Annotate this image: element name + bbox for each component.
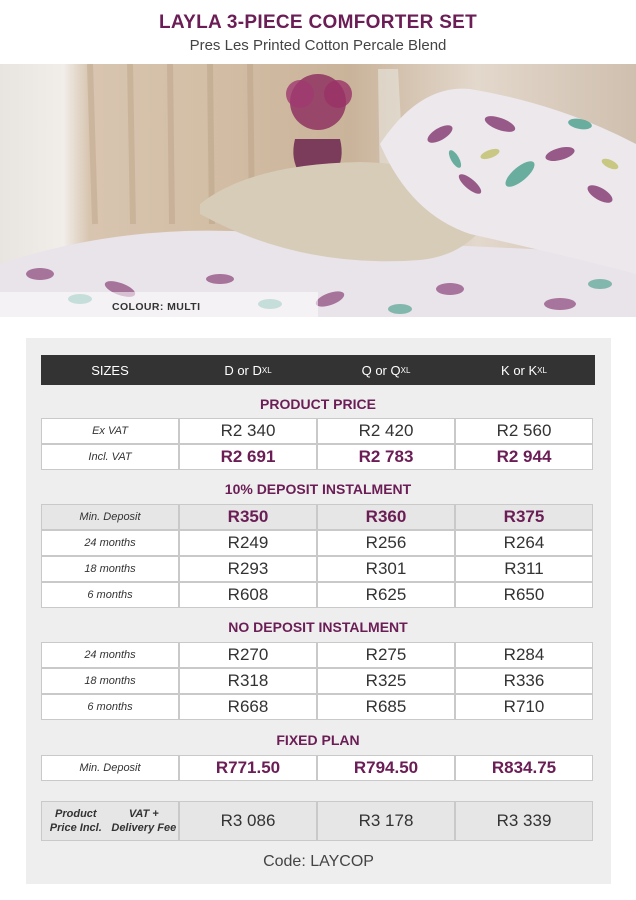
price-cell: R2 340 bbox=[179, 418, 317, 444]
row-label: 6 months bbox=[41, 582, 179, 608]
product-subtitle: Pres Les Printed Cotton Percale Blend bbox=[189, 37, 447, 54]
price-cell: R3 086 bbox=[179, 801, 317, 841]
price-cell: R834.75 bbox=[455, 755, 593, 781]
row-label: Min. Deposit bbox=[41, 755, 179, 781]
price-cell: R284 bbox=[455, 642, 593, 668]
price-cell: R3 178 bbox=[317, 801, 455, 841]
deposit-instalment-table bbox=[41, 504, 595, 608]
price-cell: R375 bbox=[455, 504, 593, 530]
product-header bbox=[0, 0, 636, 64]
sizes-header: SIZES bbox=[91, 362, 129, 378]
fixed-plan-table bbox=[41, 755, 595, 781]
table-row bbox=[41, 418, 595, 444]
product-photo bbox=[0, 64, 636, 317]
price-cell: R275 bbox=[317, 642, 455, 668]
section-no-deposit-instalment: NO DEPOSIT INSTALMENT bbox=[228, 619, 408, 635]
price-cell: R668 bbox=[179, 694, 317, 720]
size-queen-header: Q or Q XL bbox=[361, 362, 411, 378]
product-code: Code: LAYCOP bbox=[263, 853, 374, 870]
price-cell: R336 bbox=[455, 668, 593, 694]
row-label: 18 months bbox=[41, 556, 179, 582]
product-title: LAYLA 3-PIECE COMFORTER SET bbox=[158, 12, 478, 33]
row-label: Product Price Incl. VAT + Delivery Fee bbox=[41, 801, 179, 841]
price-cell: R360 bbox=[317, 504, 455, 530]
table-row bbox=[41, 530, 595, 556]
table-row bbox=[41, 582, 595, 608]
table-row bbox=[41, 801, 595, 841]
section-fixed-plan: FIXED PLAN bbox=[276, 732, 360, 748]
price-cell: R311 bbox=[455, 556, 593, 582]
colour-label: COLOUR: MULTI bbox=[112, 301, 201, 313]
row-label: Min. Deposit bbox=[41, 504, 179, 530]
price-cell: R625 bbox=[317, 582, 455, 608]
price-cell: R771.50 bbox=[179, 755, 317, 781]
table-row bbox=[41, 755, 595, 781]
row-label: 24 months bbox=[41, 530, 179, 556]
price-cell: R264 bbox=[455, 530, 593, 556]
price-cell: R794.50 bbox=[317, 755, 455, 781]
row-label: 24 months bbox=[41, 642, 179, 668]
price-cell: R249 bbox=[179, 530, 317, 556]
row-label: 18 months bbox=[41, 668, 179, 694]
table-row bbox=[41, 556, 595, 582]
price-cell: R301 bbox=[317, 556, 455, 582]
price-cell: R318 bbox=[179, 668, 317, 694]
price-cell: R650 bbox=[455, 582, 593, 608]
price-cell: R2 691 bbox=[179, 444, 317, 470]
row-label: Incl. VAT bbox=[41, 444, 179, 470]
size-double-header: D or D XL bbox=[224, 362, 272, 378]
section-product-price: PRODUCT PRICE bbox=[260, 396, 376, 412]
table-row bbox=[41, 444, 595, 470]
price-cell: R2 783 bbox=[317, 444, 455, 470]
price-cell: R2 560 bbox=[455, 418, 593, 444]
product-price-table bbox=[41, 418, 595, 470]
price-cell: R685 bbox=[317, 694, 455, 720]
price-cell: R2 420 bbox=[317, 418, 455, 444]
section-deposit-instalment: 10% DEPOSIT INSTALMENT bbox=[224, 481, 412, 497]
price-cell: R2 944 bbox=[455, 444, 593, 470]
price-cell: R293 bbox=[179, 556, 317, 582]
row-label: 6 months bbox=[41, 694, 179, 720]
table-row bbox=[41, 642, 595, 668]
price-cell: R608 bbox=[179, 582, 317, 608]
table-row bbox=[41, 504, 595, 530]
sizes-header-row bbox=[41, 355, 595, 385]
row-label: Ex VAT bbox=[41, 418, 179, 444]
price-cell: R350 bbox=[179, 504, 317, 530]
bedroom-illustration bbox=[0, 64, 636, 317]
price-cell: R710 bbox=[455, 694, 593, 720]
price-cell: R256 bbox=[317, 530, 455, 556]
table-row bbox=[41, 668, 595, 694]
table-row bbox=[41, 694, 595, 720]
total-table bbox=[41, 801, 595, 841]
pricing-panel bbox=[26, 338, 611, 884]
price-cell: R270 bbox=[179, 642, 317, 668]
price-cell: R325 bbox=[317, 668, 455, 694]
price-cell: R3 339 bbox=[455, 801, 593, 841]
size-king-header: K or K XL bbox=[501, 362, 547, 378]
no-deposit-table bbox=[41, 642, 595, 720]
